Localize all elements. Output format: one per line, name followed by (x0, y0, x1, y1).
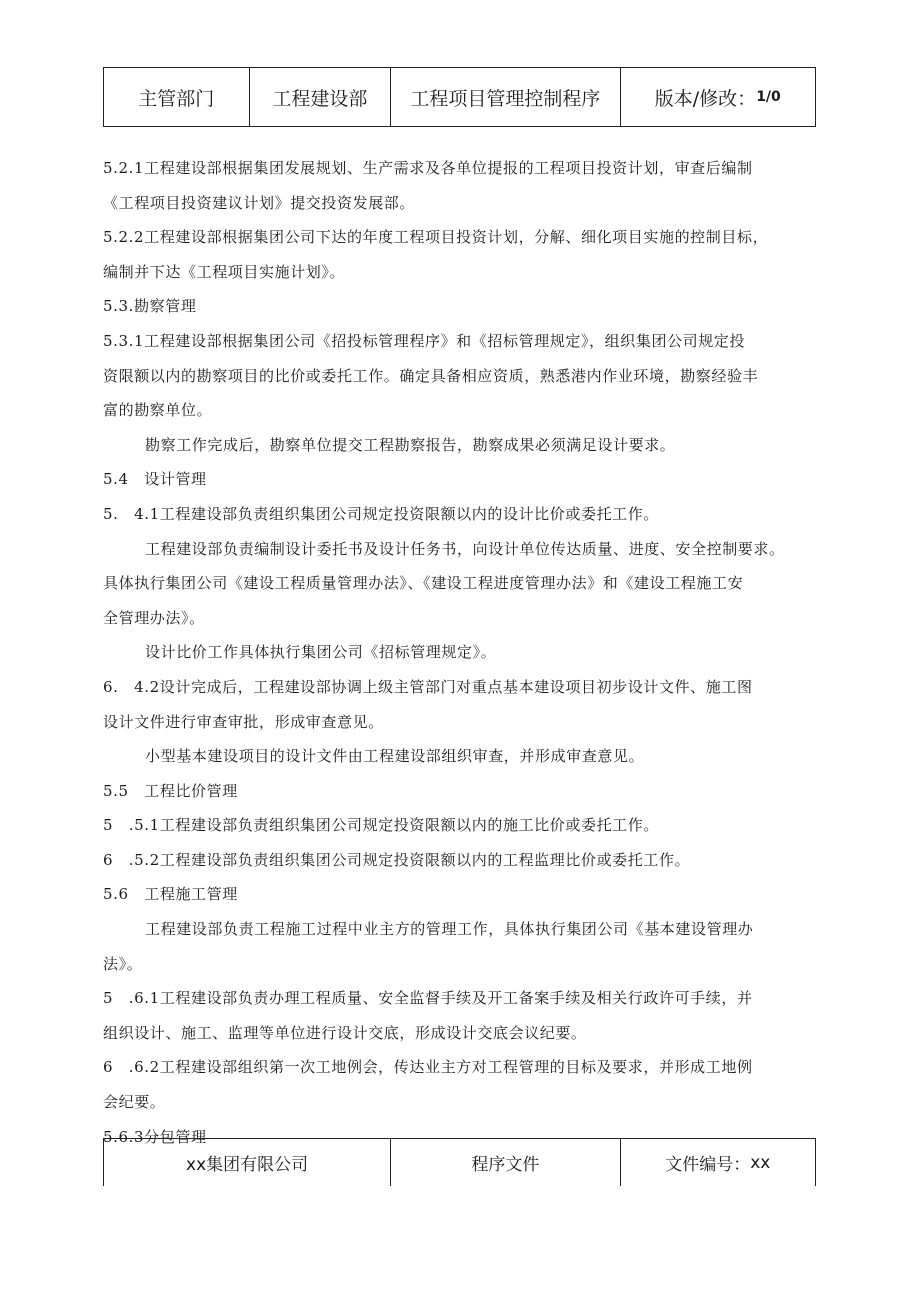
body-line: 法》。 (103, 954, 143, 973)
body-line: 设计比价工作具体执行集团公司《招标管理规定》。 (145, 643, 497, 662)
doc-type: 程序文件 (391, 1139, 620, 1186)
section-heading: 5.5 工程比价管理 (103, 781, 238, 800)
body-line: 组织设计、施工、监理等单位进行设计交底，形成设计交底会议纪要。 (103, 1023, 587, 1042)
doc-title: 工程项目管理控制程序 (391, 68, 620, 126)
body-line: 工程建设部负责编制设计委托书及设计任务书，向设计单位传达质量、进度、安全控制要求。 (145, 539, 785, 558)
body-line: 5.2.1工程建设部根据集团发展规划、生产需求及各单位提报的工程项目投资计划，审查后编制 (103, 159, 753, 177)
body-line: 富的勘察单位。 (103, 401, 213, 420)
section-heading: 5.3.勘察管理 (103, 297, 197, 316)
body-line: 工程建设部负责工程施工过程中业主方的管理工作，具体执行集团公司《基本建设管理办 (145, 920, 754, 939)
body-line: 6 .6.2工程建设部组织第一次工地例会，传达业主方对工程管理的目标及要求，并形成工地例 (103, 1058, 753, 1077)
body-line: 5.3.1工程建设部根据集团公司《招投标管理程序》和《招标管理规定》，组织集团公司规定投 (103, 331, 746, 350)
body-line: 小型基本建设项目的设计文件由工程建设部组织审查，并形成审查意见。 (145, 747, 645, 766)
section-heading: 5.6 工程施工管理 (103, 885, 238, 904)
body-line: 5.2.2工程建设部根据集团公司下达的年度工程项目投资计划，分解、细化项目实施的控制目标， (103, 228, 769, 247)
body-line: 6. 4.2设计完成后，工程建设部协调上级主管部门对重点基本建设项目初步设计文件、施工图 (103, 677, 753, 696)
version-value: 1/0 (756, 89, 781, 105)
dept-value: 工程建设部 (250, 68, 392, 126)
doc-number-value: xx (750, 1152, 771, 1173)
body-line: 6 .5.2工程建设部负责组织集团公司规定投资限额以内的工程监理比价或委托工作。 (103, 850, 691, 869)
footer-table (103, 1138, 816, 1186)
version-cell (621, 68, 815, 126)
body-line: 设计文件进行审查审批，形成审查意见。 (103, 712, 384, 731)
body-line: 5 .6.1工程建设部负责办理工程质量、安全监督手续及开工备案手续及相关行政许可手续，并 (103, 989, 753, 1008)
body-line: 资限额以内的勘察项目的比价或委托工作。确定具备相应资质，熟悉港内作业环境，勘察经验丰 (103, 366, 759, 385)
company-name: xx集团有限公司 (104, 1139, 391, 1186)
body-line: 5 .5.1工程建设部负责组织集团公司规定投资限额以内的施工比价或委托工作。 (103, 816, 659, 835)
document-body (103, 151, 819, 1154)
body-line: 全管理办法》。 (103, 608, 205, 627)
body-line: 勘察工作完成后，勘察单位提交工程勘察报告，勘察成果必须满足设计要求。 (145, 435, 676, 454)
section-heading: 5.4 设计管理 (103, 470, 207, 489)
body-line: 《工程项目投资建议计划》提交投资发展部。 (103, 193, 416, 212)
doc-number-label: 文件编号： (665, 1155, 751, 1175)
body-line: 编制并下达《工程项目实施计划》。 (103, 262, 346, 281)
header-table (103, 67, 816, 127)
doc-number-cell (621, 1139, 815, 1186)
body-line: 具体执行集团公司《建设工程质量管理办法》、《建设工程进度管理办法》和《建设工程施工安 (103, 574, 744, 593)
version-label: 版本/修改： (654, 87, 757, 110)
dept-label: 主管部门 (104, 68, 250, 126)
section-heading: 5.6.3分包管理 (103, 1127, 207, 1146)
body-line: 会纪要。 (103, 1093, 166, 1112)
body-line: 5. 4.1工程建设部负责组织集团公司规定投资限额以内的设计比价或委托工作。 (103, 504, 659, 523)
